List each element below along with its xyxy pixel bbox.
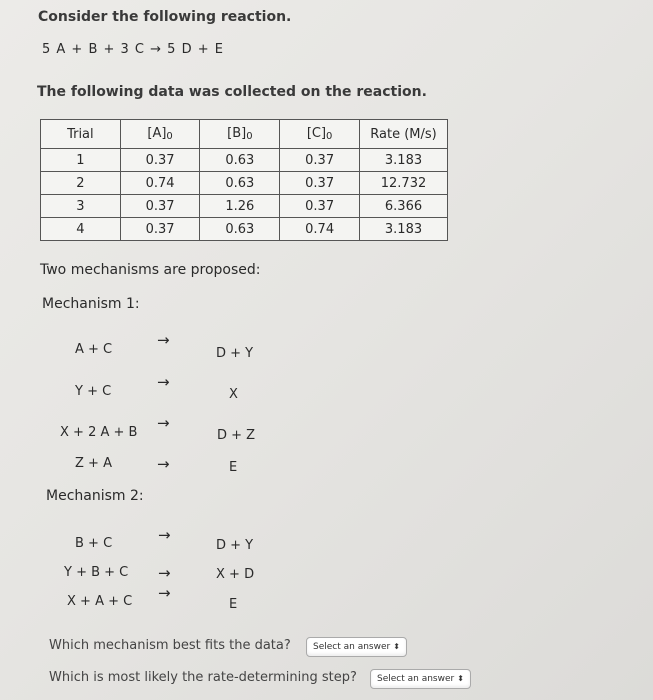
mech2-step1-products: D + Y [216,538,254,553]
cell-b: 0.63 [200,172,280,195]
table-row [41,172,448,195]
arrow-icon: → [158,564,171,582]
rds-answer-select[interactable] [370,669,471,689]
mech1-step2-products: X [229,387,238,402]
cell-trial: 4 [41,218,121,241]
mechanism-answer-select[interactable] [306,637,407,657]
table-header-row [41,120,448,149]
cell-b: 1.26 [200,195,280,218]
cell-trial: 1 [41,149,121,172]
select-label: Select an answer [377,674,455,684]
mech2-step1-reactants: B + C [75,536,113,551]
kinetics-data-table [40,119,448,241]
mechanisms-intro: Two mechanisms are proposed: [40,262,261,278]
cell-rate: 3.183 [360,149,448,172]
mech1-step4-reactants: Z + A [75,456,112,471]
cell-a: 0.74 [120,172,200,195]
cell-c: 0.37 [280,195,360,218]
page-heading: Consider the following reaction. [38,9,292,25]
question-rds: Which is most likely the rate-determining step? [49,670,357,685]
question-mechanism: Which mechanism best fits the data? [49,638,291,653]
cell-a: 0.37 [120,149,200,172]
mech1-step4-products: E [229,460,238,475]
header-rate: Rate (M/s) [360,120,448,149]
cell-a: 0.37 [120,195,200,218]
select-arrows-icon: ⬍ [393,642,400,651]
header-c: $[C]_0$ [280,120,360,149]
select-label: Select an answer [313,642,391,652]
cell-b: 0.63 [200,149,280,172]
mech2-step2-products: X + D [216,567,255,582]
mech1-step2-reactants: Y + C [75,384,112,399]
mech1-step1-products: D + Y [216,346,254,361]
cell-c: 0.37 [280,172,360,195]
cell-trial: 3 [41,195,121,218]
arrow-icon: → [157,373,170,391]
mech1-step1-reactants: A + C [75,342,113,357]
mech2-step3-reactants: X + A + C [67,594,133,609]
cell-c: 0.74 [280,218,360,241]
select-arrows-icon: ⬍ [457,674,464,683]
mechanism1-label: Mechanism 1: [42,296,140,312]
table-row [41,195,448,218]
mech1-step3-reactants: X + 2 A + B [60,425,138,440]
arrow-icon: → [157,331,170,349]
cell-rate: 12.732 [360,172,448,195]
cell-trial: 2 [41,172,121,195]
arrow-icon: → [158,526,171,544]
table-row [41,149,448,172]
header-a: $[A]_0$ [120,120,200,149]
header-b: $[B]_0$ [200,120,280,149]
arrow-icon: → [157,455,170,473]
overall-reaction: 5 A + B + 3 C → 5 D + E [42,42,224,57]
header-trial: Trial [41,120,121,149]
mechanism2-label: Mechanism 2: [46,488,144,504]
cell-c: 0.37 [280,149,360,172]
arrow-icon: → [157,414,170,432]
data-intro: The following data was collected on the reaction. [37,84,427,100]
mech2-step3-products: E [229,597,238,612]
mech2-step2-reactants: Y + B + C [64,565,129,580]
cell-b: 0.63 [200,218,280,241]
table-row [41,218,448,241]
cell-a: 0.37 [120,218,200,241]
arrow-icon: → [158,584,171,602]
cell-rate: 6.366 [360,195,448,218]
cell-rate: 3.183 [360,218,448,241]
mech1-step3-products: D + Z [217,428,256,443]
